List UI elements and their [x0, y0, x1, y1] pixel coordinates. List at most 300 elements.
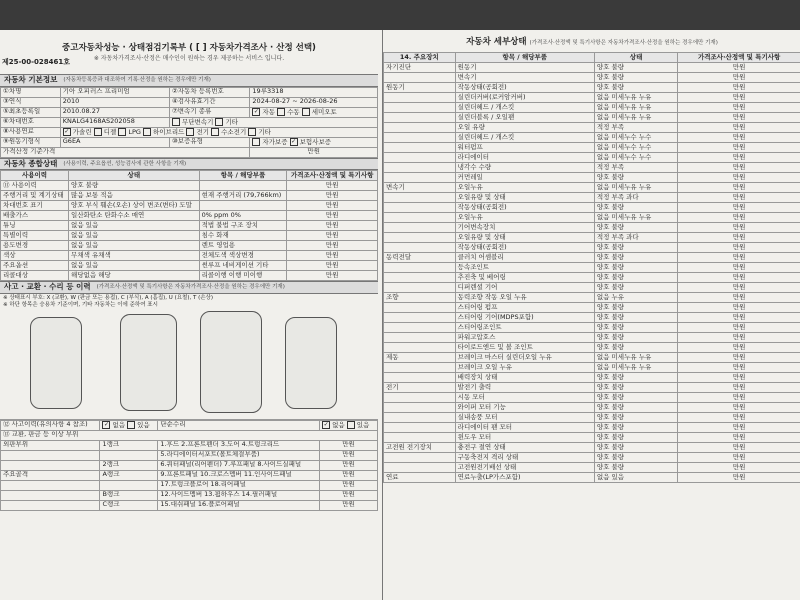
overall-state: 양호 부식 훼손(오손) 상이 변조(변타) 도말 — [69, 201, 200, 211]
detail-row — [384, 382, 800, 392]
checkbox-no-repair[interactable] — [322, 421, 330, 429]
overall-label: 색상 — [1, 251, 69, 261]
detail-state: 양호 불량 — [594, 392, 677, 402]
engine-label: ⑨원동기형식 — [1, 137, 61, 147]
fuel-options: ✓ 가솔린 디젤 LPG 하이브리드 전기 수소전기 기타 — [60, 127, 377, 137]
car-top-diagram — [200, 311, 262, 413]
detail-group — [384, 112, 456, 122]
detail-group — [384, 232, 456, 242]
detail-row — [384, 142, 800, 152]
detail-won: 만원 — [678, 392, 800, 402]
detail-row — [384, 182, 800, 192]
overall-label: 특별이력 — [1, 231, 69, 241]
parts-won: 만원 — [320, 460, 378, 470]
overall-label: 튜닝 — [1, 221, 69, 231]
parts-items: 15.대쉬패널 16.플로어패널 — [158, 500, 320, 510]
detail-item: 스티어링조인트 — [455, 322, 594, 332]
detail-item: 시동 모터 — [455, 392, 594, 402]
checkbox-repair[interactable] — [347, 421, 355, 429]
detail-row — [384, 402, 800, 412]
detail-group: 자기진단 — [384, 62, 456, 72]
detail-item: 워터펌프 — [455, 142, 594, 152]
inspect-period-label: ④검사유효기간 — [169, 97, 249, 107]
detail-won: 만원 — [678, 152, 800, 162]
detail-item: 연료누출(LP가스포함) — [455, 472, 594, 482]
overall-label: 용도변경 — [1, 241, 69, 251]
detail-won: 만원 — [678, 412, 800, 422]
parts-group: 주요골격 — [1, 470, 100, 480]
detail-state: 없음 미세누유 누유 — [594, 102, 677, 112]
overall-row — [1, 261, 378, 271]
detail-row — [384, 342, 800, 352]
overall-won: 만원 — [287, 191, 378, 201]
parts-items: 17.트렁크플로어 18.리어패널 — [158, 480, 320, 490]
detail-row — [384, 312, 800, 322]
detail-state: 양호 불량 — [594, 432, 677, 442]
detail-won: 만원 — [678, 342, 800, 352]
detail-won: 만원 — [678, 292, 800, 302]
detail-won: 만원 — [678, 132, 800, 142]
car-left-side-diagram — [30, 317, 82, 409]
parts-row — [1, 450, 378, 460]
overall-row — [1, 201, 378, 211]
detail-won: 만원 — [678, 72, 800, 82]
exchange-label: ⑬ 교환, 판금 등 이상 부위 — [1, 430, 378, 440]
document-title: 중고자동차성능 · 상태점검기록부 ( [ ] 자동차가격조사 · 산정 선택) — [62, 43, 316, 53]
detail-item: 동력조향 작동 오일 누유 — [455, 292, 594, 302]
accident-heading: 사고 · 교환 · 수리 등 이력 (가격조사·산정액 및 특기사항은 자동차가격조사·산정을 원하는 경우에만 기재) — [0, 281, 378, 294]
accident-table — [0, 420, 378, 511]
detail-row — [384, 352, 800, 362]
detail-item: 작동상태(공회전) — [455, 82, 594, 92]
detail-item: 타이로드엔드 및 볼 조인트 — [455, 342, 594, 352]
detail-won: 만원 — [678, 122, 800, 132]
checkbox-gasoline[interactable] — [63, 128, 71, 136]
checkbox-fuel-other[interactable] — [248, 128, 256, 136]
overall-heading: 자동차 종합상태 (사용이력, 주요옵션, 성능검사에 관한 사항을 기재) — [0, 158, 378, 171]
parts-rank: B랭크 — [100, 490, 158, 500]
detail-row — [384, 192, 800, 202]
left-page — [0, 30, 378, 600]
parts-group — [1, 500, 100, 510]
overall-row — [1, 181, 378, 191]
detail-item: 라디에이터 — [455, 152, 594, 162]
parts-row — [1, 470, 378, 480]
detail-group — [384, 192, 456, 202]
detail-item: 변속기 — [455, 72, 594, 82]
detail-won: 만원 — [678, 302, 800, 312]
overall-label: 주요옵션 — [1, 261, 69, 271]
overall-extra — [199, 201, 287, 211]
detail-won: 만원 — [678, 252, 800, 262]
detail-group — [384, 462, 456, 472]
detail-row — [384, 202, 800, 212]
basic-info-heading: 자동차 기본정보 (자동차등록증과 대조하여 기록·산정을 원하는 경우에만 기재) — [0, 74, 378, 87]
overall-extra: 적법 불법 구조 장치 — [199, 221, 287, 231]
detail-state: 양호 불량 — [594, 412, 677, 422]
parts-items: 9.프론트패널 10.크로스멤버 11.인사이드패널 — [158, 470, 320, 480]
detail-state: 없음 미세누유 누유 — [594, 352, 677, 362]
detail-won: 만원 — [678, 232, 800, 242]
car-name: 기아 오피러스 프리미엄 — [60, 87, 169, 97]
warranty-options: 자가보증 ✓ 보험사보증 — [250, 137, 378, 147]
detail-won: 만원 — [678, 222, 800, 232]
engine-value: G6EA — [60, 137, 169, 147]
checkbox-semi[interactable] — [302, 108, 310, 116]
overall-label: 리콜대상 — [1, 271, 69, 281]
detail-row — [384, 122, 800, 132]
detail-state: 없음 미세누유 누유 — [594, 362, 677, 372]
detail-won: 만원 — [678, 442, 800, 452]
detail-row — [384, 102, 800, 112]
detail-item: 등속조인트 — [455, 262, 594, 272]
detail-won: 만원 — [678, 332, 800, 342]
year-value: 2010 — [60, 97, 169, 107]
detail-group — [384, 432, 456, 442]
checkbox-hydrogen[interactable] — [211, 128, 219, 136]
checkbox-manual[interactable] — [277, 108, 285, 116]
detail-group — [384, 142, 456, 152]
detail-group — [384, 152, 456, 162]
detail-group: 제동 — [384, 352, 456, 362]
detail-won: 만원 — [678, 422, 800, 432]
detail-group — [384, 172, 456, 182]
detail-won: 만원 — [678, 82, 800, 92]
detail-item: 추진축 및 베어링 — [455, 272, 594, 282]
detail-row — [384, 222, 800, 232]
detail-group — [384, 202, 456, 212]
detail-state: 양호 불량 — [594, 72, 677, 82]
overall-won: 만원 — [287, 221, 378, 231]
detail-group: 동력전달 — [384, 252, 456, 262]
parts-won: 만원 — [320, 490, 378, 500]
base-price-label: 가격산정 기준가격 — [1, 147, 250, 157]
overall-won: 만원 — [287, 201, 378, 211]
detail-item: 오일누유 — [455, 212, 594, 222]
checkbox-diesel[interactable] — [94, 128, 102, 136]
overall-label: ⑪ 사용이력 — [1, 181, 69, 191]
detail-row — [384, 282, 800, 292]
detail-item: 디퍼렌셜 기어 — [455, 282, 594, 292]
detail-state: 양호 불량 — [594, 372, 677, 382]
checkbox-insurer-warranty[interactable] — [290, 138, 298, 146]
detail-row — [384, 412, 800, 422]
detail-row — [384, 322, 800, 332]
parts-rank: 1랭크 — [100, 440, 158, 450]
detail-won: 만원 — [678, 272, 800, 282]
checkbox-electric[interactable] — [186, 128, 194, 136]
col-item: 항목 / 해당부품 — [199, 171, 287, 181]
detail-item: 커먼레일 — [455, 172, 594, 182]
overall-row — [1, 191, 378, 201]
overall-state: 없음 있음 — [69, 261, 200, 271]
detail-group — [384, 302, 456, 312]
detail-group — [384, 212, 456, 222]
document-number: 제25-00-028461호 — [2, 58, 71, 66]
detail-row — [384, 462, 800, 472]
basic-info-table — [0, 87, 378, 158]
detail-won: 만원 — [678, 142, 800, 152]
col-state: 상태 — [69, 171, 200, 181]
overall-state: 많음 보통 적음 — [69, 191, 200, 201]
detail-group — [384, 132, 456, 142]
checkbox-auto[interactable] — [252, 108, 260, 116]
detail-item: 오일유량 및 상태 — [455, 232, 594, 242]
detail-state: 없음 미세누유 누유 — [594, 182, 677, 192]
col-condition: 상태 — [594, 52, 677, 62]
right-page — [382, 30, 800, 600]
detail-item: 실내송풍 모터 — [455, 412, 594, 422]
col-usage: 사용이력 — [1, 171, 69, 181]
trans-options-2: 무단변속기 기타 — [169, 117, 377, 127]
overall-won: 만원 — [287, 251, 378, 261]
detail-won: 만원 — [678, 182, 800, 192]
detail-row — [384, 92, 800, 102]
car-name-label: ①차명 — [1, 87, 61, 97]
parts-rank: C랭크 — [100, 500, 158, 510]
detail-item: 발전기 출력 — [455, 382, 594, 392]
detail-state: 없음 미세누수 누수 — [594, 142, 677, 152]
detail-group — [384, 422, 456, 432]
detail-won: 만원 — [678, 102, 800, 112]
detail-row — [384, 72, 800, 82]
accident-options: ✓ 없음 있음 — [100, 420, 158, 430]
parts-group — [1, 450, 100, 460]
simple-repair-options: ✓ 없음 있음 — [320, 420, 378, 430]
detail-state: 양호 불량 — [594, 452, 677, 462]
detail-group: 조향 — [384, 292, 456, 302]
detail-item: 브레이크 오일 누유 — [455, 362, 594, 372]
detail-group — [384, 332, 456, 342]
detail-item: 작동상태(공회전) — [455, 242, 594, 252]
detail-table — [383, 52, 800, 483]
detail-group — [384, 122, 456, 132]
detail-item: 냉각수 수량 — [455, 162, 594, 172]
overall-row — [1, 271, 378, 281]
detail-state: 양호 불량 — [594, 422, 677, 432]
detail-row — [384, 162, 800, 172]
detail-won: 만원 — [678, 262, 800, 272]
warranty-label: ⑩보증유형 — [169, 137, 249, 147]
detail-item: 실린더블록 / 오일팬 — [455, 112, 594, 122]
overall-won: 만원 — [287, 231, 378, 241]
trans-options: ✓ 자동 수동 세미오토 — [250, 107, 378, 117]
detail-state: 없음 미세누유 누유 — [594, 112, 677, 122]
detail-group: 전기 — [384, 382, 456, 392]
detail-state: 양호 불량 — [594, 462, 677, 472]
detail-won: 만원 — [678, 362, 800, 372]
detail-state: 없음 누유 — [594, 292, 677, 302]
overall-extra: 썬루프 네비게이션 기타 — [199, 261, 287, 271]
car-diagram — [0, 309, 378, 420]
vin-value: KNALG4168AS202058 — [60, 117, 169, 127]
overall-extra: 0% ppm 0% — [199, 211, 287, 221]
checkbox-no-accident[interactable] — [102, 421, 110, 429]
overall-won: 만원 — [287, 271, 378, 281]
overall-row — [1, 241, 378, 251]
parts-won: 만원 — [320, 500, 378, 510]
car-right-side-diagram — [285, 317, 337, 409]
parts-won: 만원 — [320, 450, 378, 460]
trans-label: ⑦변속기 종류 — [169, 107, 249, 117]
simple-repair-label: 단순수리 — [158, 420, 320, 430]
detail-state: 양호 불량 — [594, 202, 677, 212]
overall-state: 무채색 유채색 — [69, 251, 200, 261]
detail-item: 고전원전기배선 상태 — [455, 462, 594, 472]
detail-won: 만원 — [678, 322, 800, 332]
detail-state: 양호 불량 — [594, 312, 677, 322]
detail-won: 만원 — [678, 372, 800, 382]
detail-won: 만원 — [678, 62, 800, 72]
checkbox-trans-other[interactable] — [215, 118, 223, 126]
detail-state: 양호 불량 — [594, 252, 677, 262]
overall-extra: 리콜이행 이행 미이행 — [199, 271, 287, 281]
detail-state: 없음 있음 — [594, 472, 677, 482]
overall-row — [1, 251, 378, 261]
detail-row — [384, 292, 800, 302]
detail-state: 없음 미세누유 누유 — [594, 92, 677, 102]
col-detail-price: 가격조사·산정액 및 특기사항 — [678, 52, 800, 62]
detail-item: 충전구 절연 상태 — [455, 442, 594, 452]
detail-item: 실린더커버(로커암커버) — [455, 92, 594, 102]
overall-state: 없음 있음 — [69, 231, 200, 241]
detail-won: 만원 — [678, 92, 800, 102]
checkbox-cvt[interactable] — [172, 118, 180, 126]
detail-item: 배력장치 상태 — [455, 372, 594, 382]
detail-group — [384, 342, 456, 352]
detail-item: 원동기 — [455, 62, 594, 72]
overall-extra: 전체도색 색상변경 — [199, 251, 287, 261]
detail-state: 없음 미세누수 누수 — [594, 152, 677, 162]
detail-group — [384, 272, 456, 282]
checkbox-self-warranty[interactable] — [252, 138, 260, 146]
overall-extra: 현재 주행거리 (79,766km) — [199, 191, 287, 201]
parts-group: 외판부위 — [1, 440, 100, 450]
detail-row — [384, 62, 800, 72]
parts-won: 만원 — [320, 440, 378, 450]
first-reg-label: ⑤최초등록일 — [1, 107, 61, 117]
vin-label: ⑥차대번호 — [1, 117, 61, 127]
detail-row — [384, 82, 800, 92]
detail-state: 양호 불량 — [594, 402, 677, 412]
detail-item: 라디에이터 팬 모터 — [455, 422, 594, 432]
document-subtitle: ※ 자동차가격조사·산정은 매수인이 원하는 경우 제공하는 서비스 입니다. — [93, 54, 285, 62]
overall-label: 주행거리 및 계기상태 — [1, 191, 69, 201]
detail-title: 자동차 세부상태 (가격조사·산정액 및 특기사항은 자동차가격조사·산정을 원하는 경우에만 기재) — [466, 37, 718, 47]
parts-items: 6.쿼터패널(리어펜더) 7.루프패널 8.사이드실패널 — [158, 460, 320, 470]
overall-label: 차대번호 표기 — [1, 201, 69, 211]
detail-state: 적정 부족 과다 — [594, 192, 677, 202]
detail-won: 만원 — [678, 242, 800, 252]
overall-extra: 침수 화재 — [199, 231, 287, 241]
detail-won: 만원 — [678, 382, 800, 392]
detail-state: 없음 미세누유 누유 — [594, 212, 677, 222]
detail-group — [384, 72, 456, 82]
detail-state: 양호 불량 — [594, 62, 677, 72]
detail-item: 스티어링 펌프 — [455, 302, 594, 312]
detail-row — [384, 242, 800, 252]
detail-group — [384, 402, 456, 412]
detail-state: 양호 불량 — [594, 82, 677, 92]
detail-row — [384, 262, 800, 272]
overall-won: 만원 — [287, 261, 378, 271]
parts-won: 만원 — [320, 470, 378, 480]
checkbox-hybrid[interactable] — [143, 128, 151, 136]
parts-rank — [100, 480, 158, 490]
overall-state: 없음 있음 — [69, 241, 200, 251]
parts-rank: 2랭크 — [100, 460, 158, 470]
detail-item: 스티어링 기어(MDPS포함) — [455, 312, 594, 322]
detail-state: 양호 불량 — [594, 332, 677, 342]
detail-group — [384, 392, 456, 402]
detail-row — [384, 132, 800, 142]
detail-group — [384, 222, 456, 232]
detail-group — [384, 282, 456, 292]
detail-group: 고전원 전기장치 — [384, 442, 456, 452]
detail-group — [384, 242, 456, 252]
detail-group — [384, 372, 456, 382]
detail-won: 만원 — [678, 282, 800, 292]
accident-legend: ※ 상태표시 부호: X (교환), W (판금 또는 용접), C (부식), A (흠집), U (요철), T (손상) — [3, 294, 214, 301]
col-part: 항목 / 해당부품 — [455, 52, 594, 62]
detail-won: 만원 — [678, 472, 800, 482]
detail-state: 양호 불량 — [594, 282, 677, 292]
detail-item: 작동상태(공회전) — [455, 202, 594, 212]
parts-group — [1, 460, 100, 470]
overall-extra: 렌트 영업용 — [199, 241, 287, 251]
detail-row — [384, 372, 800, 382]
detail-item: 실린더헤드 / 개스킷 — [455, 102, 594, 112]
accident-legend-2: ※ 하단 항목은 승용차 기준이며, 기타 자동차는 이에 준하여 표시 — [3, 302, 158, 309]
detail-state: 양호 불량 — [594, 172, 677, 182]
detail-row — [384, 112, 800, 122]
detail-item: 구동축전지 격리 상태 — [455, 452, 594, 462]
detail-state: 없음 미세누수 누수 — [594, 132, 677, 142]
detail-won: 만원 — [678, 452, 800, 462]
checkbox-lpg[interactable] — [118, 128, 126, 136]
detail-group — [384, 452, 456, 462]
detail-row — [384, 272, 800, 282]
detail-won: 만원 — [678, 312, 800, 322]
detail-row — [384, 152, 800, 162]
detail-group — [384, 412, 456, 422]
detail-row — [384, 452, 800, 462]
parts-items: 1.후드 2.프론트펜더 3.도어 4.트렁크리드 — [158, 440, 320, 450]
detail-group — [384, 92, 456, 102]
detail-won: 만원 — [678, 202, 800, 212]
parts-items: 5.라디에이터서포트(볼트체결부품) — [158, 450, 320, 460]
detail-item: 브레이크 마스터 실린더오일 누유 — [455, 352, 594, 362]
year-label: ③연식 — [1, 97, 61, 107]
overall-row — [1, 211, 378, 221]
detail-state: 적정 부족 — [594, 162, 677, 172]
parts-row — [1, 490, 378, 500]
detail-group — [384, 262, 456, 272]
detail-state: 양호 불량 — [594, 322, 677, 332]
first-reg-value: 2010.08.27 — [60, 107, 169, 117]
detail-state: 양호 불량 — [594, 442, 677, 452]
checkbox-accident[interactable] — [127, 421, 135, 429]
detail-row — [384, 432, 800, 442]
detail-item: 윈도우 모터 — [455, 432, 594, 442]
detail-won: 만원 — [678, 162, 800, 172]
detail-item: 기어변속장치 — [455, 222, 594, 232]
parts-won: 만원 — [320, 480, 378, 490]
parts-rank: A랭크 — [100, 470, 158, 480]
detail-row — [384, 232, 800, 242]
detail-item: 오일유량 및 상태 — [455, 192, 594, 202]
detail-state: 적정 부족 과다 — [594, 232, 677, 242]
